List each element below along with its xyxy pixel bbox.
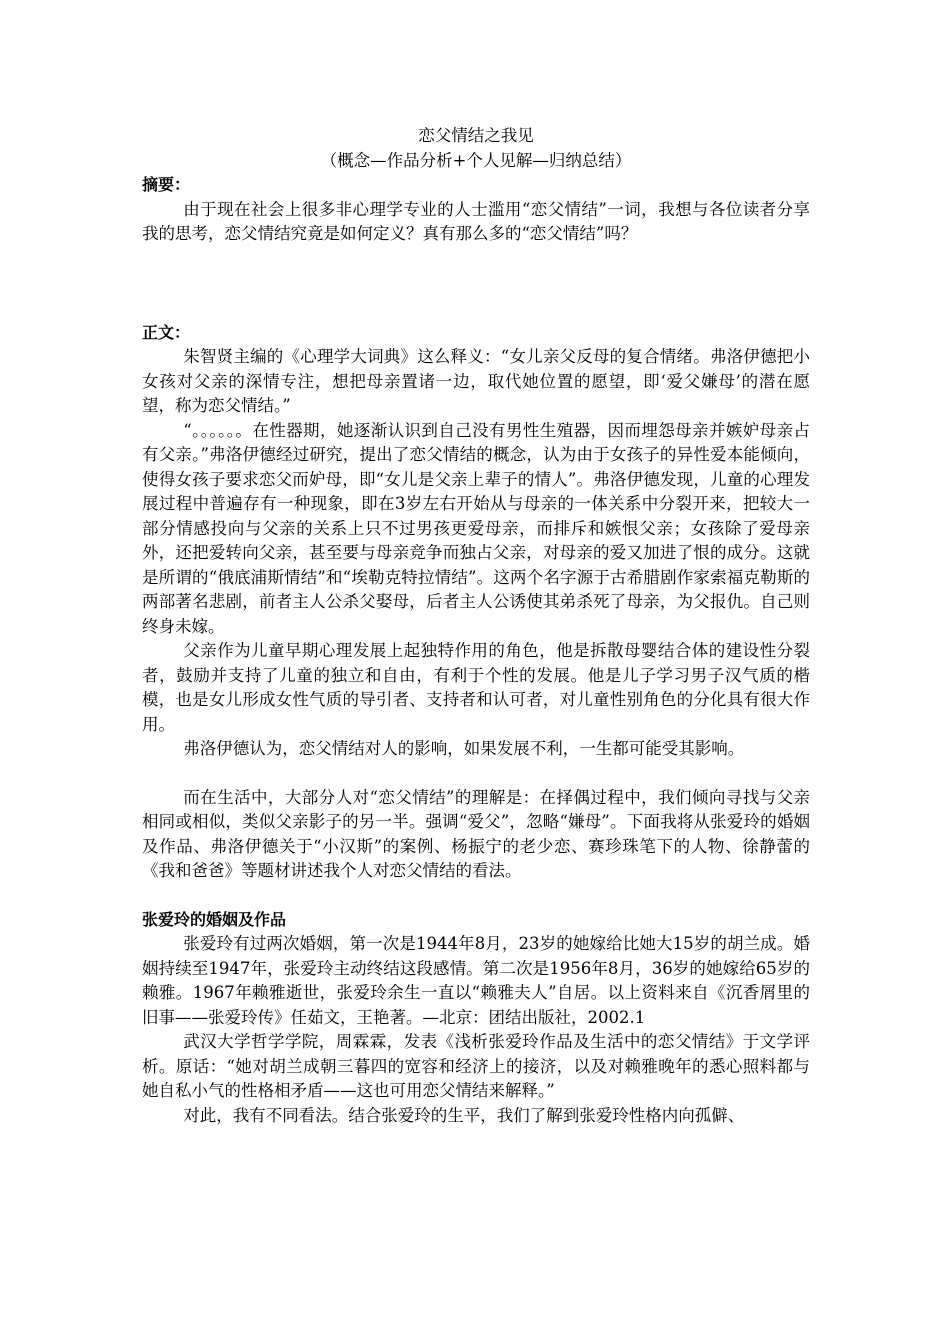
document-title: 恋父情结之我见 — [418, 126, 534, 145]
spacer — [142, 884, 810, 908]
section-paragraph: 对此，我有不同看法。结合张爱玲的生平，我们了解到张爱玲性格内向孤僻、 — [183, 1105, 745, 1125]
spacer — [142, 247, 810, 321]
document-subtitle: （概念—作品分析+个人见解—归纳总结） — [320, 150, 632, 170]
spacer — [142, 762, 810, 786]
body-paragraph: 而在生活中，大部分人对“恋父情结”的理解是：在择偶过程中，我们倾向寻找与父亲相同或相似，类似父亲影子的另一半。强调“爱父”，忽略“嫌母”。下面我将从张爱玲的婚姻及作品、弗洛伊德关于“小汉斯”的案例、杨振宁的老少恋、赛珍珠笔下的人物、徐静蕾的《我和爸爸》等题材讲述我个人对恋父情结的看法。 — [142, 787, 810, 880]
document-page — [142, 124, 810, 1128]
section-paragraph: 武汉大学哲学学院，周霖霖，发表《浅析张爱玲作品及生活中的恋父情结》于文学评析。原话：“她对胡兰成朝三暮四的宽容和经济上的接济，以及对赖雅晚年的悉心照料都与她自私小气的性格相矛盾——这也可用恋父情结来解释。” — [142, 1032, 810, 1100]
abstract-heading: 摘要： — [142, 175, 191, 194]
body-paragraph: “。。。。。。在性器期，她逐渐认识到自己没有男性生殖器，因而埋怨母亲并嫉妒母亲占有父亲。”弗洛伊德经过研究，提出了恋父情结的概念，认为由于女孩子的异性爱本能倾向，使得女孩子要求恋父而妒母，即“女儿是父亲上辈子的情人”。弗洛伊德发现，儿童的心理发展过程中普遍存有一种现象，即在3岁左右开始从与母亲的一体关系中分裂开来，把较大一部分情感投向与父亲的关系上只不过男孩更爱母亲，而排斥和嫉恨父亲；女孩除了爱母亲外，还把爱转向父亲，甚至要与母亲竞争而独占父亲，对母亲的爱又加进了恨的成分。这就是所谓的“俄底浦斯情结”和“埃勒克特拉情结”。这两个名字源于古希腊剧作家索福克勒斯的两部著名悲剧，前者主人公杀父娶母，后者主人公诱使其弟杀死了母亲，为父报仇。自己则终身未嫁。 — [142, 420, 810, 636]
body-heading: 正文： — [142, 322, 191, 342]
body-paragraph: 朱智贤主编的《心理学大词典》这么释义：“女儿亲父反母的复合情绪。弗洛伊德把小女孩对父亲的深情专注，想把母亲置诸一边，取代她位置的愿望，即‘爱父嫌母’的潜在愿望，称为恋父情结。” — [142, 347, 810, 415]
section-heading: 张爱玲的婚姻及作品 — [142, 909, 287, 929]
body-paragraph: 弗洛伊德认为，恋父情结对人的影响，如果发展不利，一生都可能受其影响。 — [183, 739, 745, 758]
section-paragraph: 张爱玲有过两次婚姻，第一次是1944年8月，23岁的她嫁给比她大15岁的胡兰成。婚姻持续至1947年，张爱玲主动终结这段感情。第二次是1956年8月，36岁的她嫁给65岁的赖雅。1967年赖雅逝世，张爱玲余生一直以“赖雅夫人”自居。以上资料来自《沉香屑里的旧事——张爱玲传》任茹文，王艳著。—北京：团结出版社，2002.1 — [142, 934, 810, 1027]
body-paragraph: 父亲作为儿童早期心理发展上起独特作用的角色，他是拆散母婴结合体的建设性分裂者，鼓励并支持了儿童的独立和自由，有利于个性的发展。他是儿子学习男子汉气质的楷模，也是女儿形成女性气质的导引者、支持者和认可者，对儿童性别角色的分化具有很大作用。 — [142, 641, 810, 734]
abstract-paragraph: 由于现在社会上很多非心理学专业的人士滥用“恋父情结”一词，我想与各位读者分享我的思考，恋父情结究竟是如何定义？真有那么多的“恋父情结”吗？ — [142, 199, 810, 243]
